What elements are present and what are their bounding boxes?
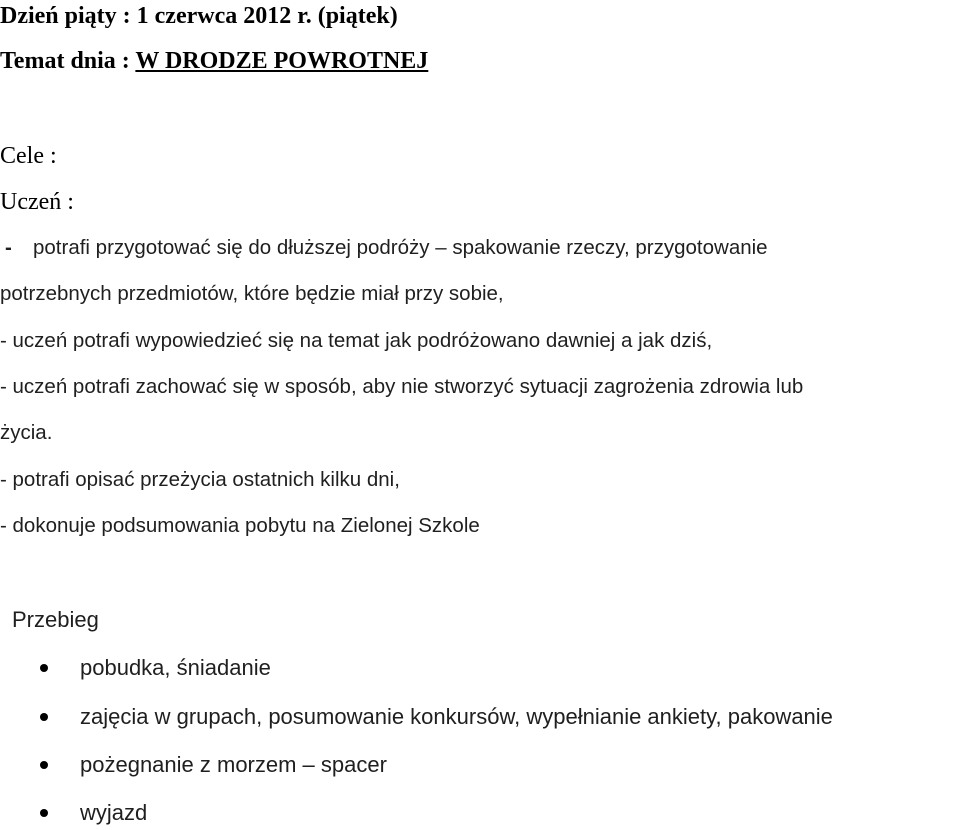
goal-item-2: - uczeń potrafi wypowiedzieć się na temat jak podróżowano dawniej a jak dziś, [0,329,713,352]
bullet-icon [40,761,48,769]
bullet-icon [40,809,48,817]
goal-item-1-line-1 [0,233,768,263]
schedule-item-text: wyjazd [80,800,148,825]
day-line: Dzień piąty : 1 czerwca 2012 r. (piątek) [0,3,398,29]
bullet-icon [40,664,48,672]
topic-prefix: Temat dnia : [0,48,136,74]
goal-item-3-line-1: - uczeń potrafi zachować się w sposób, aby nie stworzyć sytuacji zagrożenia zdrowia lub [0,375,804,398]
schedule-item-text: pobudka, śniadanie [80,655,271,680]
schedule-heading: Przebieg [12,607,99,632]
schedule-item-text: zajęcia w grupach, posumowanie konkursów, wypełnianie ankiety, pakowanie [80,704,833,729]
goals-heading: Cele : [0,143,57,169]
bullet-icon [40,713,48,721]
schedule-item-text: pożegnanie z morzem – spacer [80,752,387,777]
goal-item-3-line-2: życia. [0,421,53,444]
topic-line [0,46,428,76]
goal-item-1-text: potrafi przygotować się do dłuższej podróży – spakowanie rzeczy, przygotowanie [33,236,768,259]
goal-item-5: - dokonuje podsumowania pobytu na Zielonej Szkole [0,514,480,537]
topic-title: W DRODZE POWROTNEJ [135,48,429,74]
subject-label: Uczeń : [0,189,74,215]
goal-item-1-dash: - [5,236,12,259]
goal-item-1-line-2: potrzebnych przedmiotów, które będzie miał przy sobie, [0,282,504,305]
goal-item-4: - potrafi opisać przeżycia ostatnich kilku dni, [0,468,400,491]
